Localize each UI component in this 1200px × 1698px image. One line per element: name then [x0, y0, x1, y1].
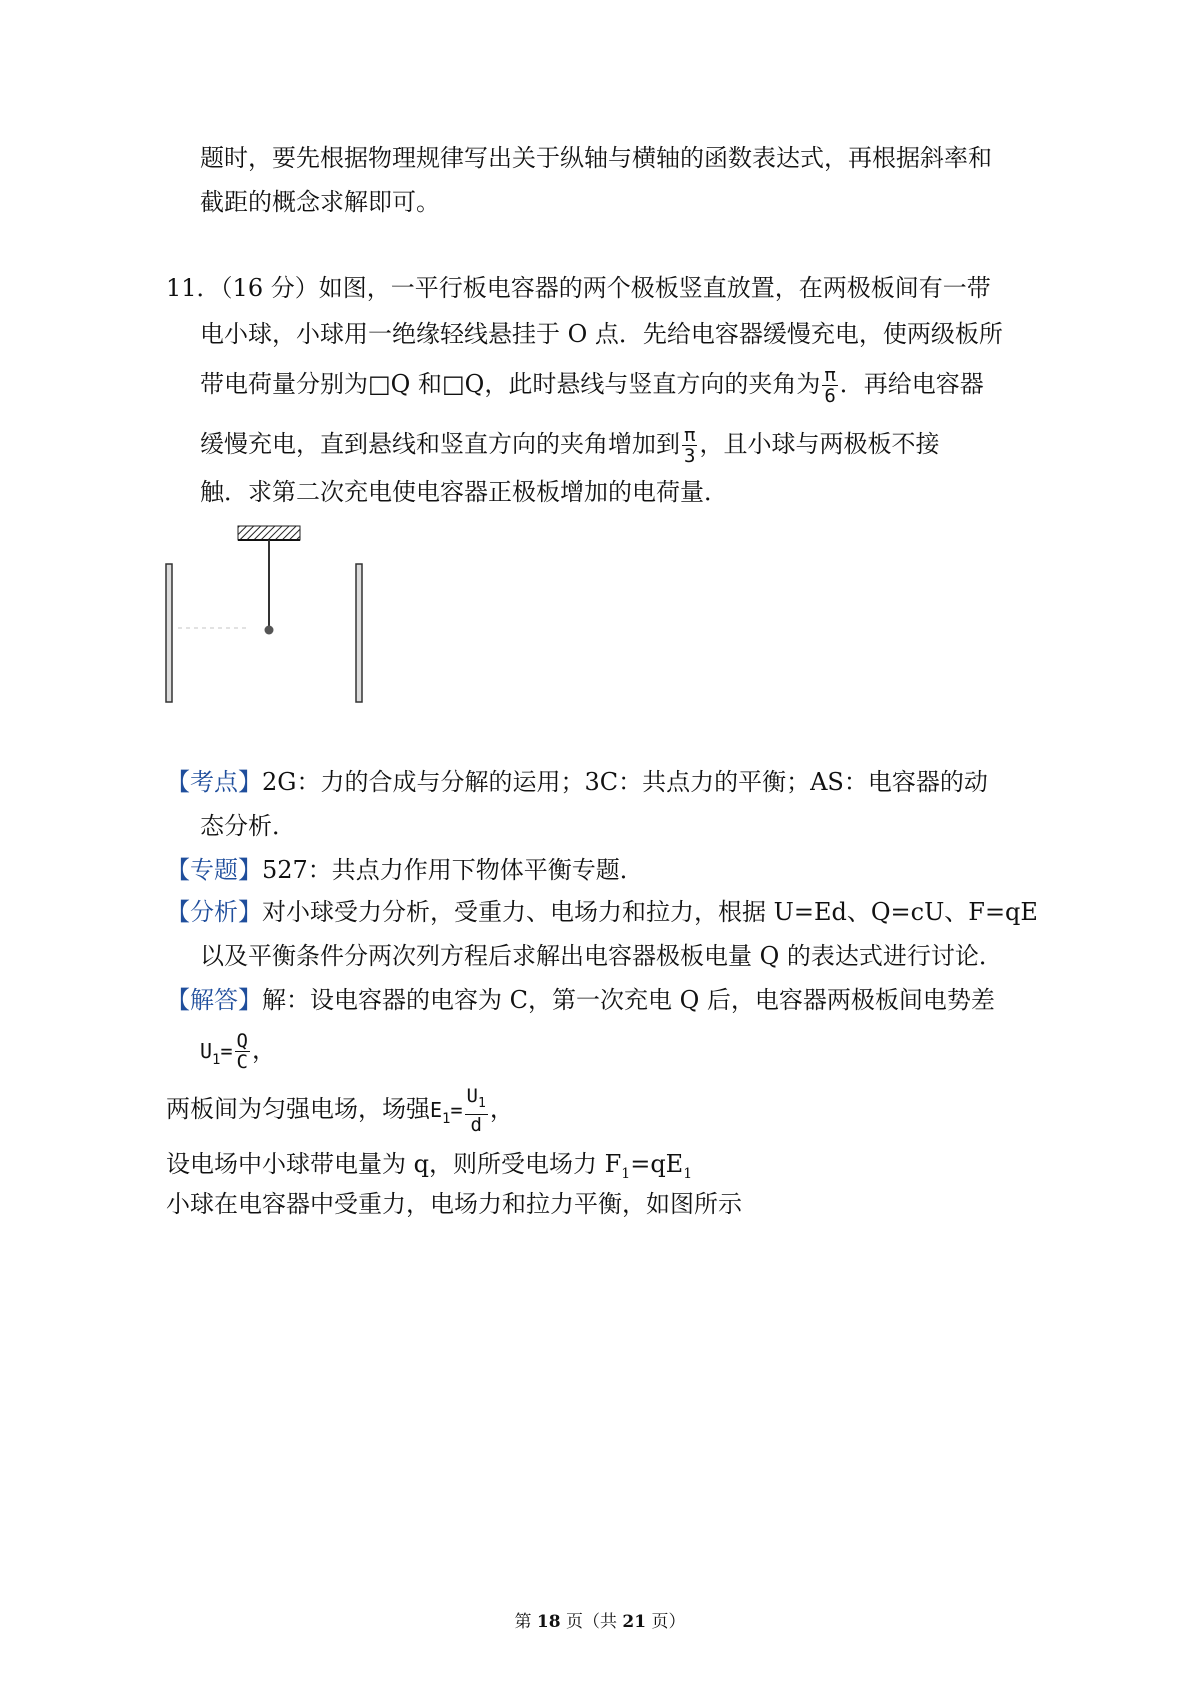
- e1-subscript: 1: [442, 1110, 451, 1127]
- jieda-line-1: [166, 986, 995, 1014]
- problem-text-4a: 缓慢充电，直到悬线和竖直方向的夹角增加到: [200, 430, 680, 458]
- force-text-a: 设电场中小球带电量为 q，则所受电场力 F: [166, 1150, 622, 1178]
- zhuanti-line: [166, 856, 644, 884]
- kaodian-line-1: [166, 768, 988, 796]
- problem-line-4: [200, 425, 939, 466]
- problem-score: （16 分）: [220, 274, 319, 302]
- kaodian-line-2: 态分析．: [200, 812, 296, 840]
- right-plate: [356, 564, 362, 702]
- force-sub-2: 1: [683, 1165, 693, 1182]
- fenxi-line-1: [166, 898, 1038, 926]
- fenxi-tag: 【分析】: [166, 898, 262, 926]
- fraction-pi-over-6: $\frac{\pi}{6}$: [824, 364, 836, 407]
- balance-line: 小球在电容器中受重力，电场力和拉力平衡，如图所示: [166, 1190, 742, 1218]
- u1-subscript: 1: [212, 1051, 221, 1068]
- e1-symbol: E: [430, 1098, 443, 1122]
- page-footer: 第 18 页（共 21 页）: [514, 1612, 686, 1632]
- fenxi-text: 对小球受力分析，受重力、电场力和拉力，根据 U=Ed、Q=cU、F=qE: [262, 898, 1038, 926]
- formula-e1-line: [166, 1086, 514, 1142]
- problem-text-4b: ，且小球与两极板不接: [699, 430, 940, 458]
- page-total: 21: [622, 1612, 647, 1632]
- prev-text-line-1: 题时，要先根据物理规律写出关于纵轴与横轴的函数表达式，再根据斜率和: [200, 144, 992, 172]
- fraction-u1-over-d: $\frac{U_1}{d}$: [466, 1085, 486, 1136]
- problem-line-3: [200, 365, 984, 406]
- prev-text-line-2: 截距的概念求解即可。: [200, 188, 440, 216]
- problem-text-3a: 带电荷量分别为□Q 和□Q，此时悬线与竖直方向的夹角为: [200, 370, 821, 398]
- problem-line-2: 电小球，小球用一绝缘轻线悬挂于 O 点．先给电容器缓慢充电，使两级板所: [200, 320, 1003, 348]
- force-line: [166, 1150, 692, 1188]
- u1-comma: ，: [251, 1036, 276, 1064]
- capacitor-diagram: [160, 520, 420, 710]
- e1-equals: =: [450, 1098, 463, 1122]
- formula-u1: [200, 1030, 276, 1080]
- u1-symbol: U: [200, 1039, 213, 1063]
- jieda-text: 解：设电容器的电容为 C，第一次充电 Q 后，电容器两极板间电势差: [262, 986, 995, 1014]
- jieda-tag: 【解答】: [166, 986, 262, 1014]
- kaodian-text: 2G：力的合成与分解的运用；3C：共点力的平衡；AS：电容器的动: [262, 768, 988, 796]
- kaodian-tag: 【考点】: [166, 768, 262, 796]
- e-text: 两板间为匀强电场，场强: [166, 1095, 430, 1123]
- problem-line-1: [166, 274, 991, 302]
- e1-comma: ，: [489, 1095, 514, 1123]
- zhuanti-tag: 【专题】: [166, 856, 262, 884]
- fraction-pi-over-3: $\frac{\pi}{3}$: [684, 424, 696, 467]
- problem-text-3b: ．再给电容器: [839, 370, 984, 398]
- force-sub-1: 1: [621, 1165, 631, 1182]
- zhuanti-text: 527：共点力作用下物体平衡专题．: [262, 856, 644, 884]
- problem-text-1: 如图，一平行板电容器的两个极板竖直放置，在两极板间有一带: [318, 274, 991, 302]
- fenxi-line-2: 以及平衡条件分两次列方程后求解出电容器极板电量 Q 的表达式进行讨论．: [200, 942, 1003, 970]
- page-number: 18: [536, 1612, 561, 1632]
- charged-ball: [265, 626, 274, 635]
- problem-line-5: 触．求第二次充电使电容器正极板增加的电荷量．: [200, 478, 728, 506]
- left-plate: [166, 564, 172, 702]
- ceiling-support: [238, 526, 300, 540]
- u1-equals: =: [220, 1039, 233, 1063]
- force-text-b: =qE: [630, 1150, 684, 1178]
- fraction-q-over-c: $\frac{Q}{C}$: [236, 1030, 248, 1073]
- problem-number: 11．: [166, 274, 221, 302]
